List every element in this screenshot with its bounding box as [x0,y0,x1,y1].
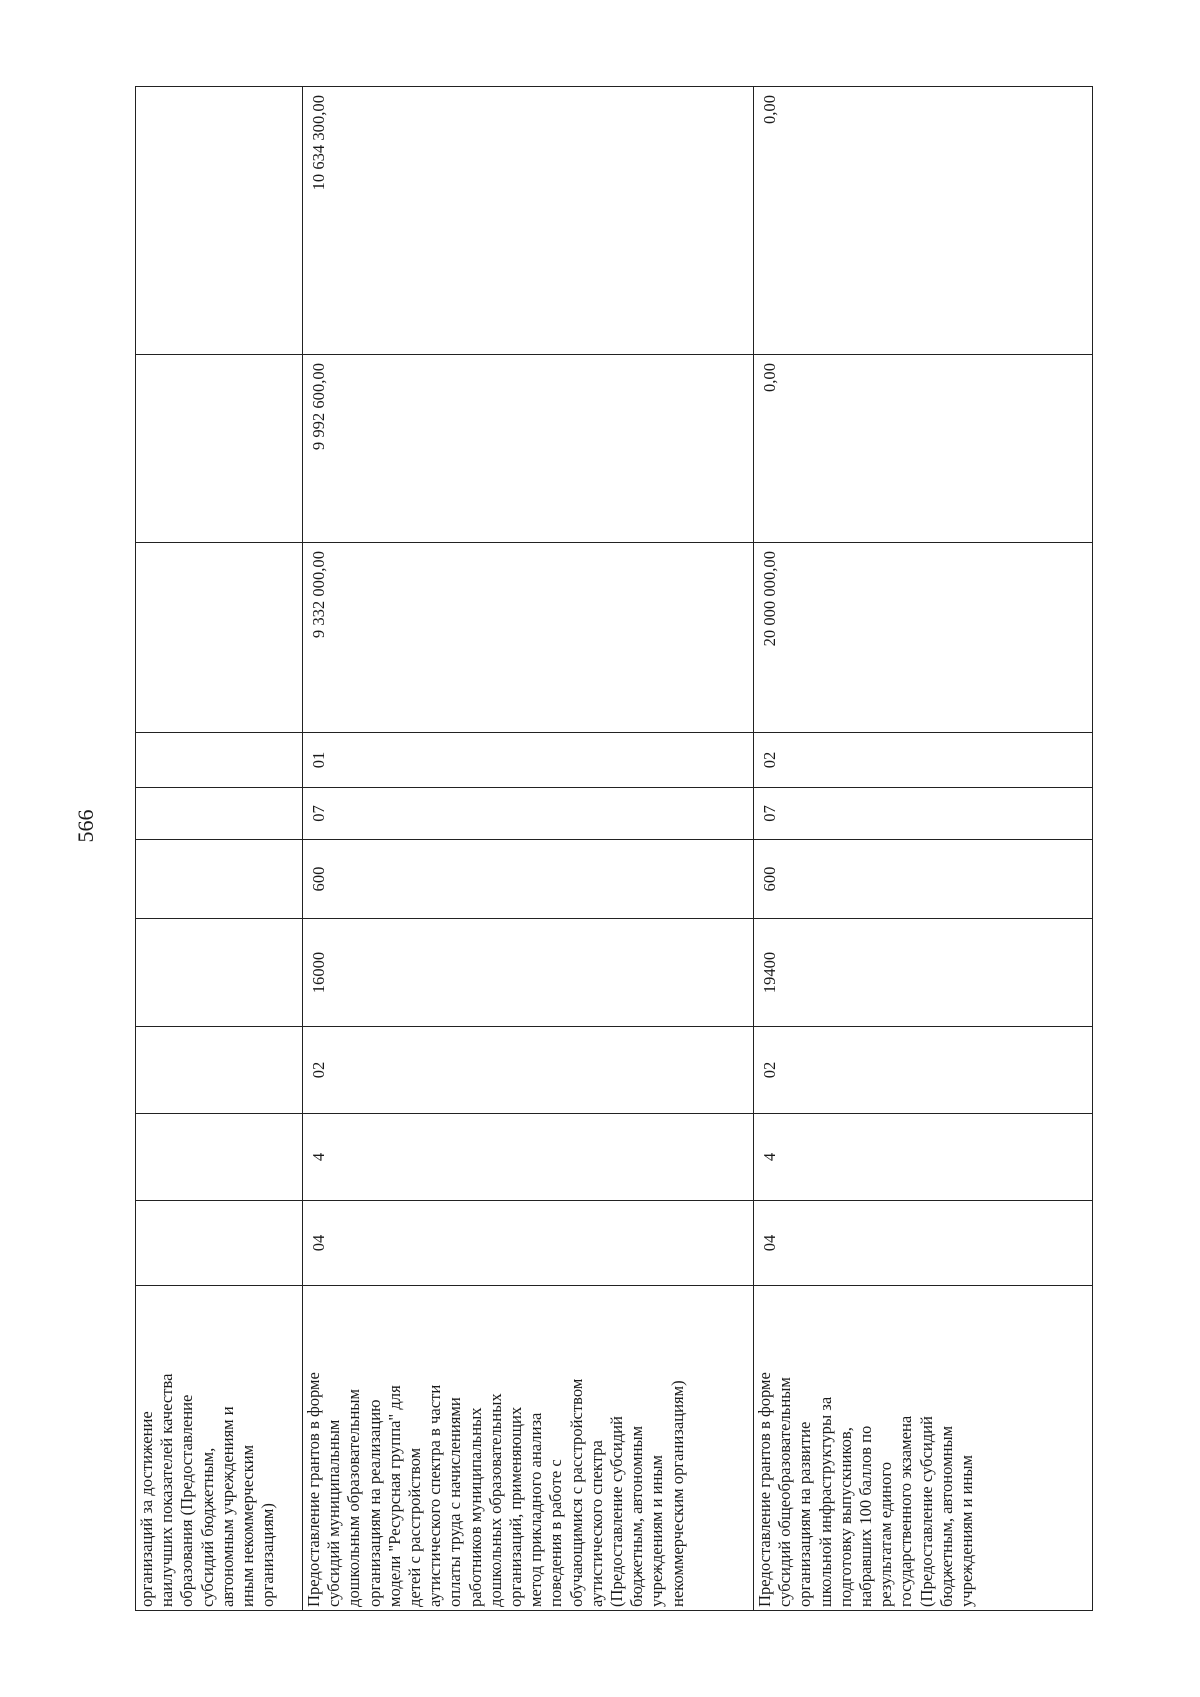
cell-code-program: 04 [303,1201,754,1286]
cell-sum-year1: 9 332 000,00 [303,543,754,733]
table-row [754,87,1093,1611]
cell-code-direction: 16000 [303,919,754,1027]
cell-sum-year2 [136,355,303,543]
cell-code-subprogram [136,1027,303,1114]
cell-section: 07 [303,788,754,840]
cell-sum-year3 [136,87,303,355]
cell-code-type [136,1114,303,1201]
cell-expense-type [136,840,303,919]
cell-expense-type: 600 [754,840,1093,919]
row-description: Предоставление грантов в форме субсидий муниципальным дошкольным образовательным организациям на реализацию модели "Ресурсная группа" для детей с расстройством аутистического спектра в части оплаты труда с начислениями работников муниципальных дошкольных образовательных организаций, применяющих метод прикладного анализа поведения в работе с обучающимися с расстройством аутистического спектра (Предоставление субсидий бюджетным, автономным учреждениям и иным некоммерческим организациям) [303,1286,754,1611]
cell-code-subprogram: 02 [303,1027,754,1114]
cell-code-type: 4 [303,1114,754,1201]
table-row [303,87,754,1611]
cell-subsection: 02 [754,733,1093,788]
cell-sum-year1: 20 000 000,00 [754,543,1093,733]
table-row [136,87,303,1611]
budget-table [135,86,1093,1611]
cell-code-type: 4 [754,1114,1093,1201]
cell-code-direction: 19400 [754,919,1093,1027]
row-description: организаций за достижение наилучших показателей качества образования (Предоставление субсидий бюджетным, автономным учреждениям и иным некоммерческим организациям) [136,1286,303,1611]
cell-expense-type: 600 [303,840,754,919]
cell-code-subprogram: 02 [754,1027,1093,1114]
page-number: 566 [73,809,98,843]
cell-section [136,788,303,840]
cell-code-program: 04 [754,1201,1093,1286]
rotated-table-container [135,87,1092,1611]
cell-subsection: 01 [303,733,754,788]
cell-code-program [136,1201,303,1286]
cell-section: 07 [754,788,1093,840]
cell-sum-year2: 0,00 [754,355,1093,543]
cell-sum-year1 [136,543,303,733]
row-description: Предоставление грантов в форме субсидий общеобразовательным организациям на развитие школьной инфраструктуры за подготовку выпускников, набравших 100 баллов по результатам единого государственного экзамена (Предоставление субсидий бюджетным, автономным учреждениям и иным [754,1286,1093,1611]
cell-code-direction [136,919,303,1027]
cell-sum-year2: 9 992 600,00 [303,355,754,543]
cell-sum-year3: 0,00 [754,87,1093,355]
cell-sum-year3: 10 634 300,00 [303,87,754,355]
cell-subsection [136,733,303,788]
